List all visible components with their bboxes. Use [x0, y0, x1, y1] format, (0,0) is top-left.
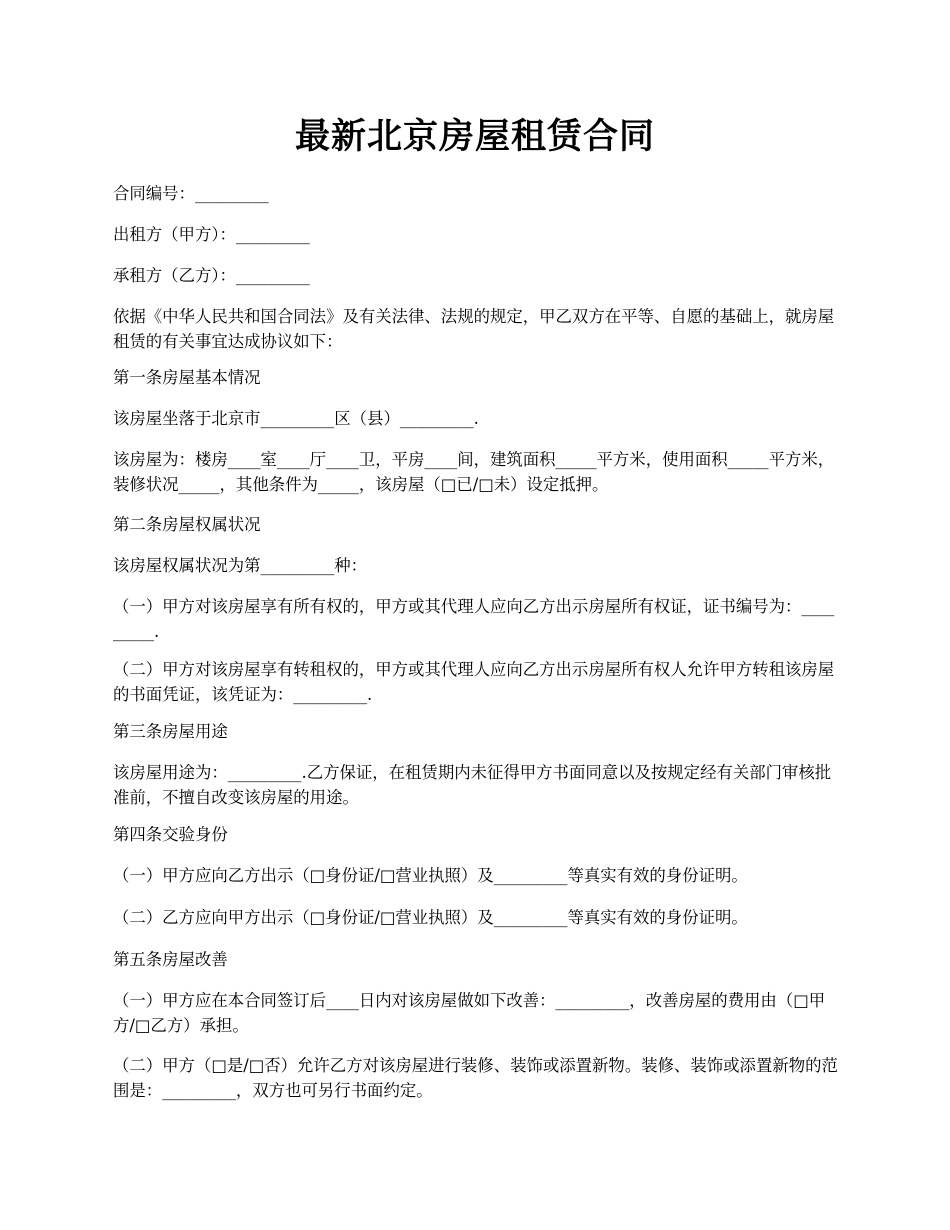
article-1-heading: 第一条房屋基本情况 — [113, 368, 261, 387]
ownership-type-paragraph: 该房屋权属状况为第_________种： — [113, 556, 368, 575]
ownership-clause-2: （二）甲方对该房屋享有转租权的，甲方或其代理人应向乙方出示房屋所有权人允许甲方转租该房屋的书面凭证，该凭证为：_________. — [113, 660, 835, 704]
property-location-paragraph: 该房屋坐落于北京市_________区（县）_________. — [113, 409, 479, 428]
article-5-heading: 第五条房屋改善 — [113, 950, 228, 969]
article-4-heading: 第四条交验身份 — [113, 825, 228, 844]
lessee-line: 承租方（乙方）：_________ — [113, 266, 310, 285]
identity-clause-1: （一）甲方应向乙方出示（□身份证/□营业执照）及_________等真实有效的身份证明。 — [113, 866, 748, 885]
article-2-heading: 第二条房屋权属状况 — [113, 515, 261, 534]
lessor-line: 出租方（甲方）：_________ — [113, 225, 310, 244]
preamble-paragraph: 依据《中华人民共和国合同法》及有关法律、法规的规定，甲乙双方在平等、自愿的基础上，就房屋租赁的有关事宜达成协议如下： — [113, 307, 835, 351]
document-title: 最新北京房屋租赁合同 — [294, 116, 655, 157]
improvement-clause-1: （一）甲方应在本合同签订后____日内对该房屋做如下改善：_________，改善房屋的费用由（□甲方/□乙方）承担。 — [113, 991, 826, 1035]
property-details-paragraph: 该房屋为：楼房____室____厅____卫，平房____间，建筑面积_____平方米，使用面积_____平方米，装修状况_____，其他条件为_____，该房屋（□已/□未）设定抵押。 — [113, 450, 835, 494]
identity-clause-2: （二）乙方应向甲方出示（□身份证/□营业执照）及_________等真实有效的身份证明。 — [113, 908, 748, 927]
article-3-heading: 第三条房屋用途 — [113, 722, 228, 741]
improvement-clause-2: （二）甲方（□是/□否）允许乙方对该房屋进行装修、装饰或添置新物。装修、装饰或添置新物的范围是：_________，双方也可另行书面约定。 — [113, 1056, 838, 1100]
contract-number-line: 合同编号：_________ — [113, 184, 269, 203]
ownership-clause-1: （一）甲方对该房屋享有所有权的，甲方或其代理人应向乙方出示房屋所有权证，证书编号为：_________. — [113, 597, 835, 641]
usage-paragraph: 该房屋用途为：_________.乙方保证，在租赁期内未征得甲方书面同意以及按规定经有关部门审核批准前，不擅自改变该房屋的用途。 — [113, 763, 832, 807]
